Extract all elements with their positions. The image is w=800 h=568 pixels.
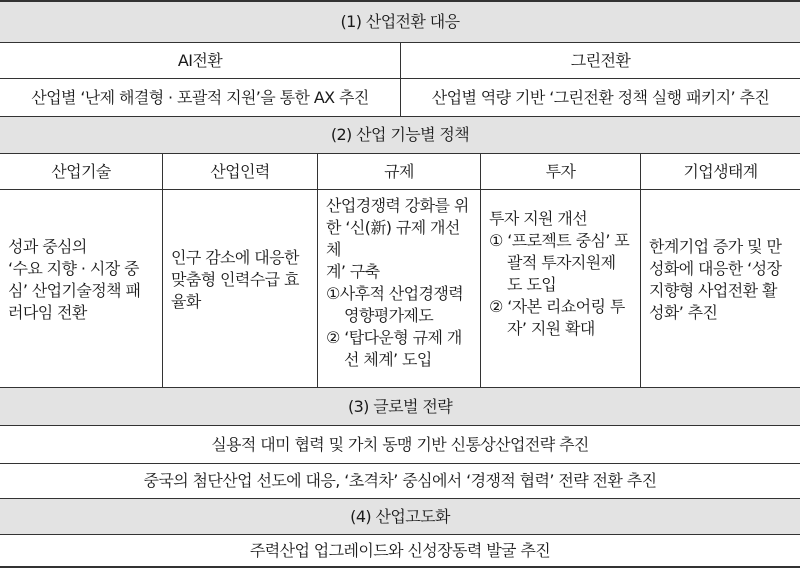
section4-title-row xyxy=(0,499,800,535)
section1-body-row xyxy=(0,79,800,117)
col-header-ecosystem: 기업생태계 xyxy=(683,161,758,181)
section3-line2-row xyxy=(0,464,800,499)
ecosystem-line: 지향형 사업전환 활 xyxy=(649,281,777,300)
section2-body-row xyxy=(0,190,800,388)
regulation-item1-line: 영향평가제도 xyxy=(344,306,434,325)
regulation-intro-line: 한 ‘신(新) 규제 개선 체 xyxy=(326,218,460,259)
section3-title-row xyxy=(0,388,800,426)
section3-line2: 중국의 첨단산업 선도에 대응, ‘초격차’ 중심에서 ‘경쟁적 협력’ 전략 전환 추진 xyxy=(143,471,657,490)
tech-line: 러다임 전환 xyxy=(8,303,87,322)
section3-title: (3) 글로벌 전략 xyxy=(347,396,453,416)
regulation-item2-line: ② ‘탑다운형 규제 개 xyxy=(326,328,462,347)
section3-line1: 실용적 대미 협력 및 가치 동맹 기반 신통상산업전략 추진 xyxy=(211,434,589,454)
tech-line: ‘수요 지향 · 시장 중 xyxy=(8,259,139,278)
investment-item1-line: 도 도입 xyxy=(507,275,557,294)
ai-header: AI전환 xyxy=(0,43,401,78)
col-header-regulation: 규제 xyxy=(318,154,481,189)
ecosystem-line: 성화’ 추진 xyxy=(649,303,718,322)
section1-title-row xyxy=(0,0,800,43)
investment-cell xyxy=(481,190,641,387)
col-header-investment: 투자 xyxy=(481,154,641,189)
tech-cell xyxy=(0,190,163,387)
ecosystem-line: 한계기업 증가 및 만 xyxy=(649,237,782,256)
workforce-line: 율화 xyxy=(171,292,201,311)
section3-line1-row xyxy=(0,426,800,464)
investment-intro: 투자 지원 개선 xyxy=(489,209,588,228)
section4-line1: 주력산업 업그레이드와 신성장동력 발굴 추진 xyxy=(249,540,551,560)
regulation-cell xyxy=(318,190,481,387)
section4-line1-row xyxy=(0,535,800,568)
section2-title-row xyxy=(0,117,800,154)
regulation-intro-line: 산업경쟁력 강화를 위 xyxy=(326,196,469,215)
col-header-workforce: 산업인력 xyxy=(163,154,318,189)
regulation-intro-line: 계’ 구축 xyxy=(326,262,380,281)
green-header: 그린전환 xyxy=(570,50,631,70)
workforce-cell xyxy=(163,190,318,387)
section1-title: (1) 산업전환 대응 xyxy=(340,12,460,31)
investment-item1-line: 괄적 투자지원제 xyxy=(507,253,616,272)
tech-line: 심’ 산업기술정책 패 xyxy=(8,281,141,300)
section2-title: (2) 산업 기능별 정책 xyxy=(330,125,470,144)
tech-line: 성과 중심의 xyxy=(8,237,87,256)
regulation-item2-line: 선 체계’ 도입 xyxy=(344,350,432,369)
section4-title: (4) 산업고도화 xyxy=(350,506,450,526)
investment-item1-line: ① ‘프로젝트 중심’ 포 xyxy=(489,231,630,250)
ecosystem-cell xyxy=(641,190,800,387)
section1-header-row xyxy=(0,43,800,79)
section2-header-row xyxy=(0,154,800,190)
regulation-item1-line: ①사후적 산업경쟁력 xyxy=(326,284,464,303)
ecosystem-line: 성화에 대응한 ‘성장 xyxy=(649,259,782,278)
investment-item2-line: ② ‘자본 리쇼어링 투 xyxy=(489,297,625,316)
investment-item2-line: 자’ 지원 확대 xyxy=(507,319,595,338)
ai-body: 산업별 ‘난제 해결형 · 포괄적 지원’을 통한 AX 추진 xyxy=(0,79,401,116)
green-body: 산업별 역량 기반 ‘그린전환 정책 실행 패키지’ 추진 xyxy=(431,87,770,107)
col-header-tech: 산업기술 xyxy=(0,154,163,189)
workforce-line: 맞춤형 인력수급 효 xyxy=(171,270,299,289)
workforce-line: 인구 감소에 대응한 xyxy=(171,248,299,267)
